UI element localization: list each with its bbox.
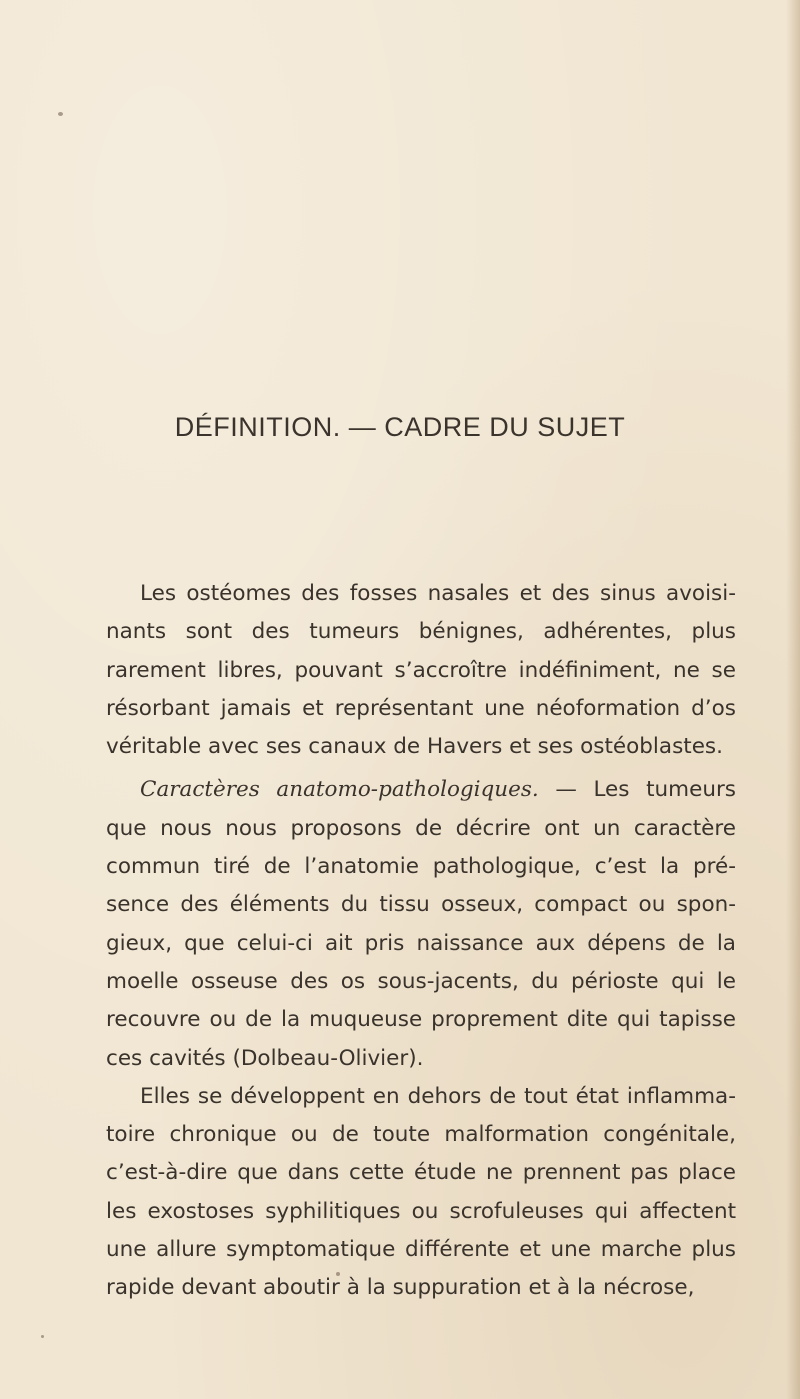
paragraph-lead: Caractères anatomo-pathologiques. <box>140 777 539 803</box>
paragraph-developpement <box>106 1078 736 1308</box>
paragraph-caracteres <box>106 771 736 1077</box>
page-edge-shadow <box>786 0 800 1399</box>
paragraph-definition <box>106 575 736 766</box>
paper-speck <box>58 112 63 116</box>
paragraph-text: — Les tumeurs que nous nous proposons de décrire ont un caractère commun tiré de l’anatomie pathologique, c’est la présence des éléments du tissu osseux, compact ou spongieux, que celui-ci ait pris naissance aux dépens de la moelle osseuse des os sous-jacents, du périoste qui le recouvre ou de la muqueuse proprement dite qui tapisse ces cavités (Dolbeau-Olivier). <box>106 777 736 1071</box>
section-heading: DÉFINITION. — CADRE DU SUJET <box>174 412 626 442</box>
paragraph-text: Elles se développent en dehors de tout état inflammatoire chronique ou de toute malformation congénitale, c’est-à-dire que dans cette étude ne prennent pas place les exostoses syphilitiques ou scrofuleuses qui affectent une allure symptomatique différente et une marche plus rapide devant aboutir à la suppuration et à la nécrose, <box>106 1083 736 1301</box>
body-text <box>106 575 736 1308</box>
paragraph-text: Les ostéomes des fosses nasales et des sinus avoisinants sont des tumeurs bénignes, adhérentes, plus rarement libres, pouvant s’accroître indéfiniment, ne se résorbant jamais et représentant une néoformation d’os véritable avec ses canaux de Havers et ses ostéoblastes. <box>106 581 736 760</box>
paper-speck <box>41 1335 44 1338</box>
